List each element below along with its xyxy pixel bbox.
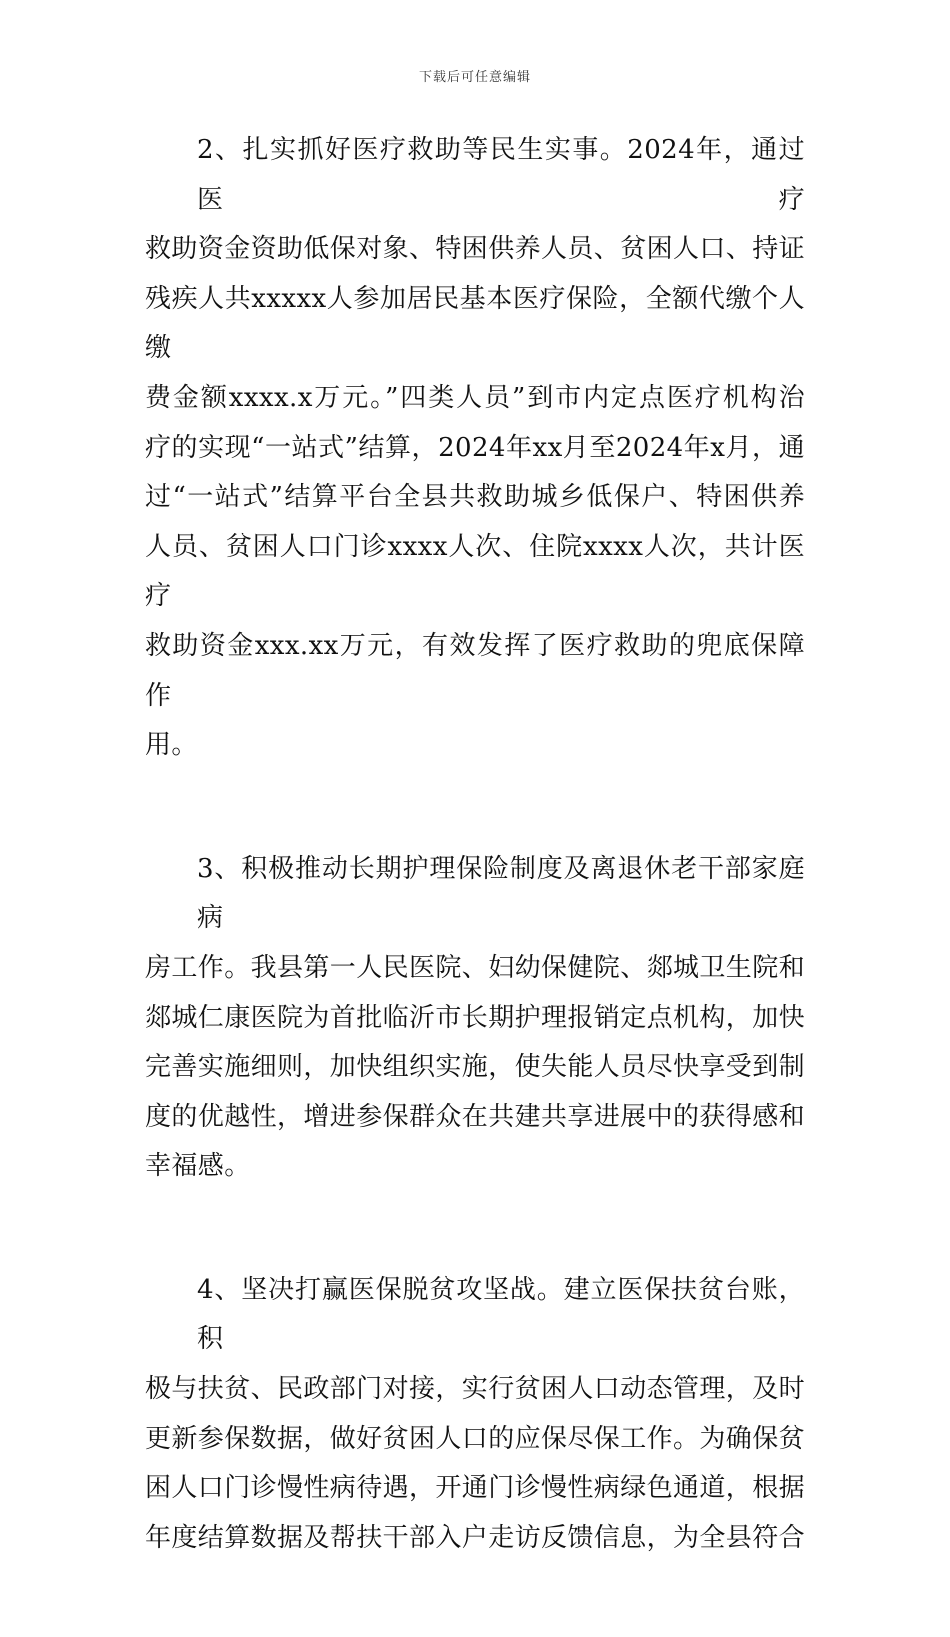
text-line: 极与扶贫、民政部门对接，实行贫困人口动态管理，及时 <box>145 1374 806 1405</box>
text-line: 年度结算数据及帮扶干部入户走访反馈信息，为全县符合 <box>145 1522 806 1553</box>
text-line: 困人口门诊慢性病待遇，开通门诊慢性病绿色通道，根据 <box>145 1473 806 1504</box>
text-line: 疗的实现“一站式”结算，2024年xx月至2024年x月，通 <box>145 432 805 463</box>
text-line: 更新参保数据，做好贫困人口的应保尽保工作。为确保贫 <box>145 1423 806 1454</box>
text-line: 房工作。我县第一人民医院、妇幼保健院、郯城卫生院和 <box>145 952 806 983</box>
document-body <box>145 126 805 1637</box>
text-line: 度的优越性，增进参保群众在共建共享进展中的获得感和 <box>145 1101 806 1132</box>
text-line: 郯城仁康医院为首批临沂市长期护理报销定点机构，加快 <box>145 1002 806 1033</box>
text-line: 幸福感。 <box>145 1151 251 1182</box>
text-line: 4、坚决打赢医保脱贫攻坚战。建立医保扶贫台账，积 <box>197 1274 805 1355</box>
text-line: 完善实施细则，加快组织实施，使失能人员尽快享受到制 <box>145 1052 806 1083</box>
text-line: 救助资金资助低保对象、特困供养人员、贫困人口、持证 <box>145 234 806 265</box>
page-header-note: 下载后可任意编辑 <box>418 70 531 85</box>
paragraph-medical-aid <box>145 126 805 771</box>
paragraph-poverty-alleviation <box>145 1266 805 1564</box>
text-line: 过“一站式”结算平台全县共救助城乡低保户、特困供养 <box>145 482 805 513</box>
text-line: 残疾人共xxxxx人参加居民基本医疗保险，全额代缴个人缴 <box>145 283 805 364</box>
paragraph-long-term-care <box>145 845 805 1192</box>
text-line: 费金额xxxx.x万元。”四类人员”到市内定点医疗机构治 <box>145 382 805 413</box>
text-line: 用。 <box>145 730 198 761</box>
text-line: 救助资金xxx.xx万元，有效发挥了医疗救助的兜底保障作 <box>145 630 805 711</box>
text-line: 2、扎实抓好医疗救助等民生实事。2024年，通过医疗 <box>197 135 805 215</box>
text-line: 3、积极推动长期护理保险制度及离退休老干部家庭病 <box>197 853 805 934</box>
text-line: 人员、贫困人口门诊xxxx人次、住院xxxx人次，共计医疗 <box>145 531 805 612</box>
